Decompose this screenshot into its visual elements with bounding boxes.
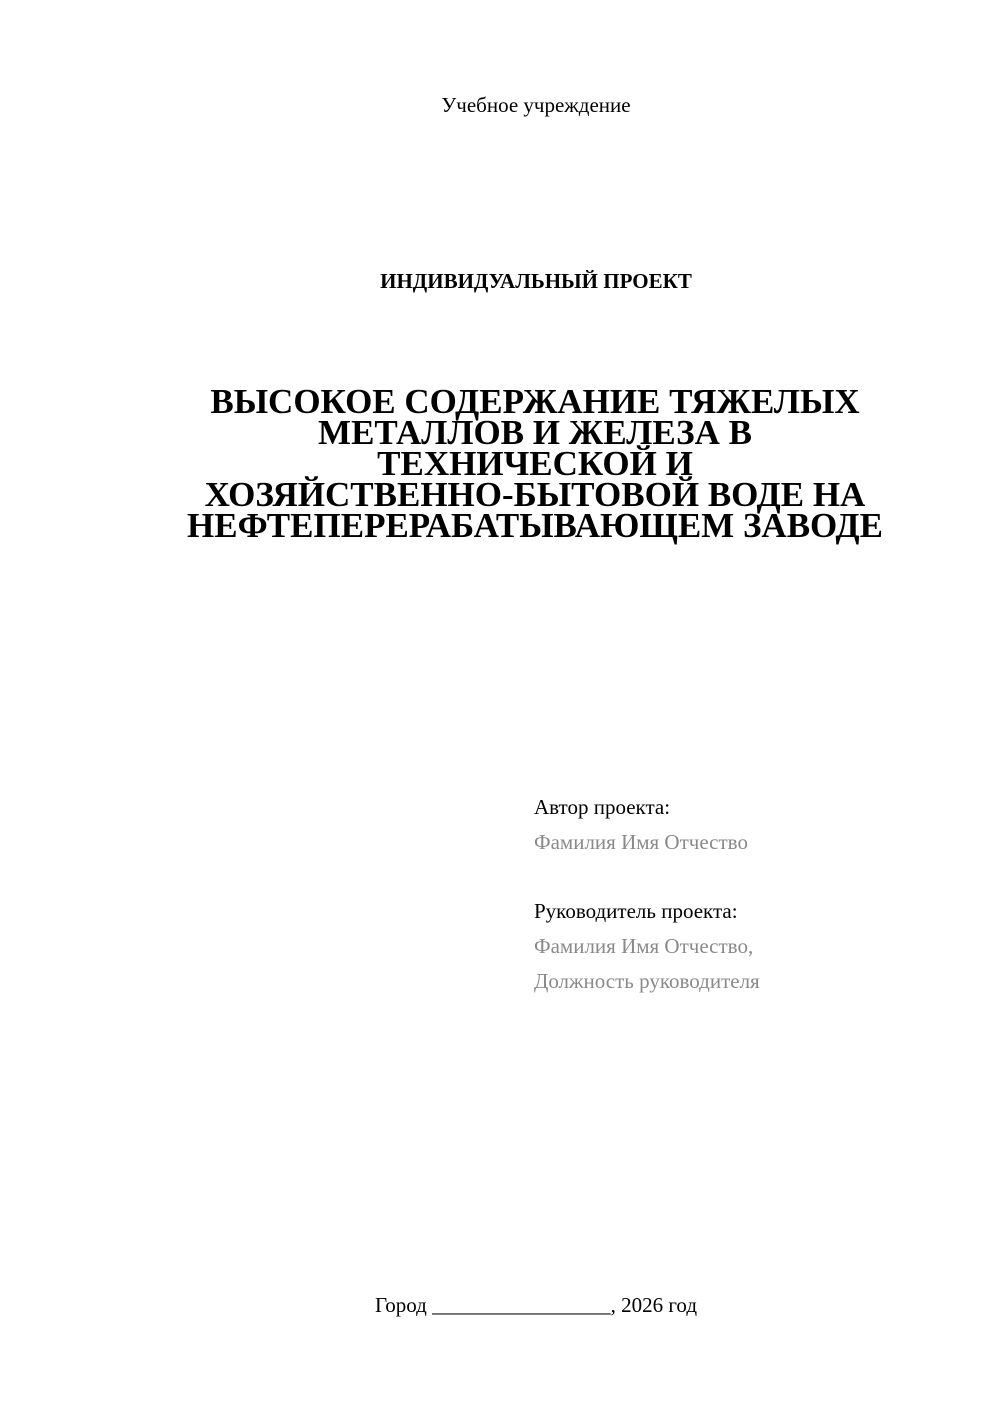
document-type: ИНДИВИДУАЛЬНЫЙ ПРОЕКТ [380,269,692,293]
supervisor-position: Должность руководителя [534,969,760,993]
supervisor-label: Руководитель проекта: [534,899,738,923]
title-line: ВЫСОКОЕ СОДЕРЖАНИЕ ТЯЖЕЛЫХ [210,382,860,421]
author-name: Фамилия Имя Отчество [534,830,748,854]
title-line: ТЕХНИЧЕСКОЙ И [377,444,693,483]
author-block [534,790,974,860]
supervisor-name: Фамилия Имя Отчество, [534,934,754,958]
author-label: Автор проекта: [534,795,671,819]
project-title [120,382,950,545]
title-line: ХОЗЯЙСТВЕННО-БЫТОВОЙ ВОДЕ НА [204,475,866,514]
title-line: МЕТАЛЛОВ И ЖЕЛЕЗА В [318,413,752,452]
institution-name: Учебное учреждение [441,93,631,117]
city-year-line: Город _________________, 2026 год [374,1293,698,1317]
supervisor-block [534,894,974,999]
title-line: НЕФТЕПЕРЕРАБАТЫВАЮЩЕМ ЗАВОДЕ [187,506,883,545]
